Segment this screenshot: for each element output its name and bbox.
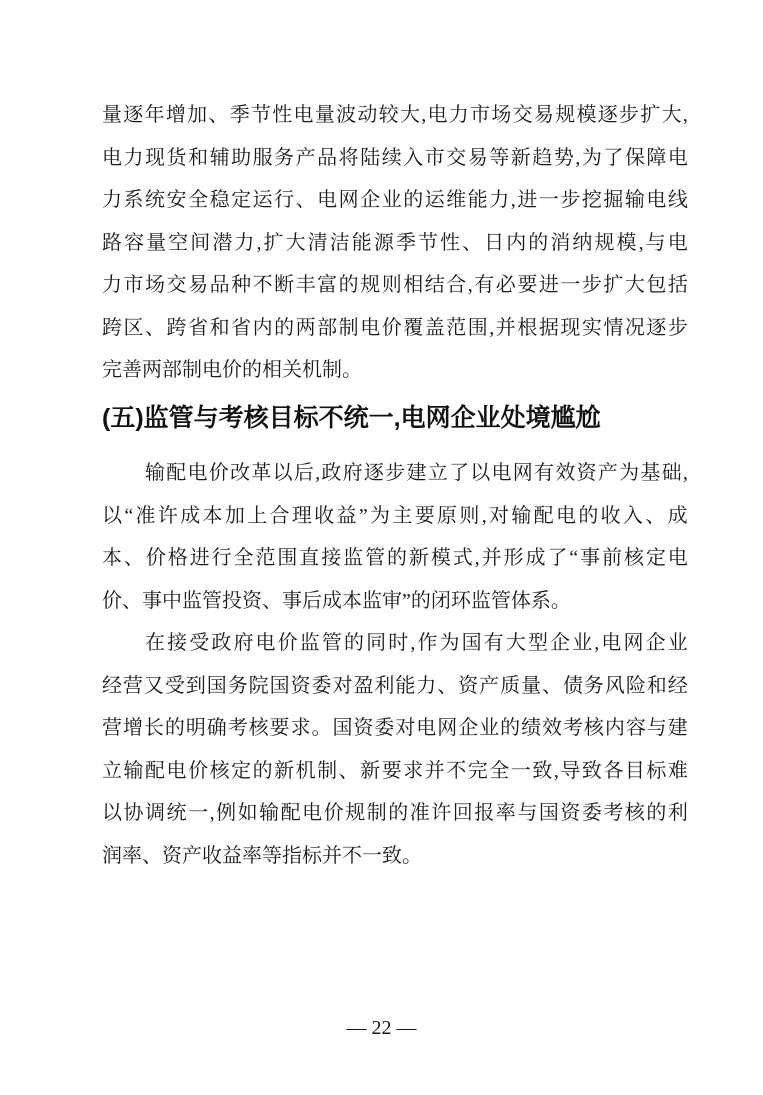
- paragraph-line: 本 、 价 格 进 行 全 范 围 直 接 监 管 的 新 模 式 , 并 形 成 了 “ 事 前 核 定 电: [102, 547, 688, 569]
- paragraph-line: 完善两部制电价的相关机制。: [102, 359, 362, 381]
- paragraph-line: 力 市 场 交 易 品 种 不 断 丰 富 的 规 则 相 结 合 , 有 必 要 进 一 步 扩 大 包 括: [102, 274, 688, 296]
- paragraph-line: 以 “ 准 许 成 本 加 上 合 理 收 益 ” 为 主 要 原 则 , 对 输 配 电 的 收 入 、 成: [102, 504, 688, 527]
- paragraph-2: [102, 452, 688, 622]
- paragraph-line: 跨 区 、 跨 省 和 省 内 的 两 部 制 电 价 覆 盖 范 围 , 并 根 据 现 实 情 况 逐 步: [102, 316, 688, 339]
- section-heading: (五)监管与考核目标不统一,电网企业处境尴尬: [102, 404, 601, 432]
- paragraph-line: 价、事中监管投资、事后成本监审”的闭环监管体系。: [102, 589, 571, 612]
- paragraph-line: 力 系 统 安 全 稳 定 运 行 、 电 网 企 业 的 运 维 能 力 , 进 一 步 挖 掘 输 电 线: [102, 189, 688, 211]
- paragraph-1: [102, 94, 688, 392]
- paragraph-line: 输 配 电 价 改 革 以 后 , 政 府 逐 步 建 立 了 以 电 网 有 效 资 产 为 基 础 ,: [145, 462, 688, 484]
- page-number: — 22 —: [346, 1017, 417, 1039]
- paragraph-line: 润率、资产收益率等指标并不一致。: [102, 844, 422, 867]
- paragraph-line: 在 接 受 政 府 电 价 监 管 的 同 时 , 作 为 国 有 大 型 企 业 , 电 网 企 业: [145, 632, 688, 654]
- paragraph-line: 量 逐 年 增 加 、 季 节 性 电 量 波 动 较 大 , 电 力 市 场 交 易 规 模 逐 步 扩 大 ,: [102, 104, 688, 126]
- paragraph-line: 电 力 现 货 和 辅 助 服 务 产 品 将 陆 续 入 市 交 易 等 新 趋 势 , 为 了 保 障 电: [102, 146, 688, 169]
- paragraph-line: 路 容 量 空 间 潜 力 , 扩 大 清 洁 能 源 季 节 性 、 日 内 的 消 纳 规 模 , 与 电: [102, 231, 688, 254]
- paragraph-line: 经 营 又 受 到 国 务 院 国 资 委 对 盈 利 能 力 、 资 产 质 量 、 债 务 风 险 和 经: [102, 674, 688, 697]
- paragraph-line: 立 输 配 电 价 核 定 的 新 机 制 、 新 要 求 并 不 完 全 一 致 , 导 致 各 目 标 难: [102, 759, 688, 782]
- paragraph-3: [102, 622, 688, 877]
- paragraph-line: 以 协 调 统 一 , 例 如 输 配 电 价 规 制 的 准 许 回 报 率 与 国 资 委 考 核 的 利: [102, 802, 688, 824]
- paragraph-line: 营 增 长 的 明 确 考 核 要 求 。 国 资 委 对 电 网 企 业 的 绩 效 考 核 内 容 与 建: [102, 717, 688, 739]
